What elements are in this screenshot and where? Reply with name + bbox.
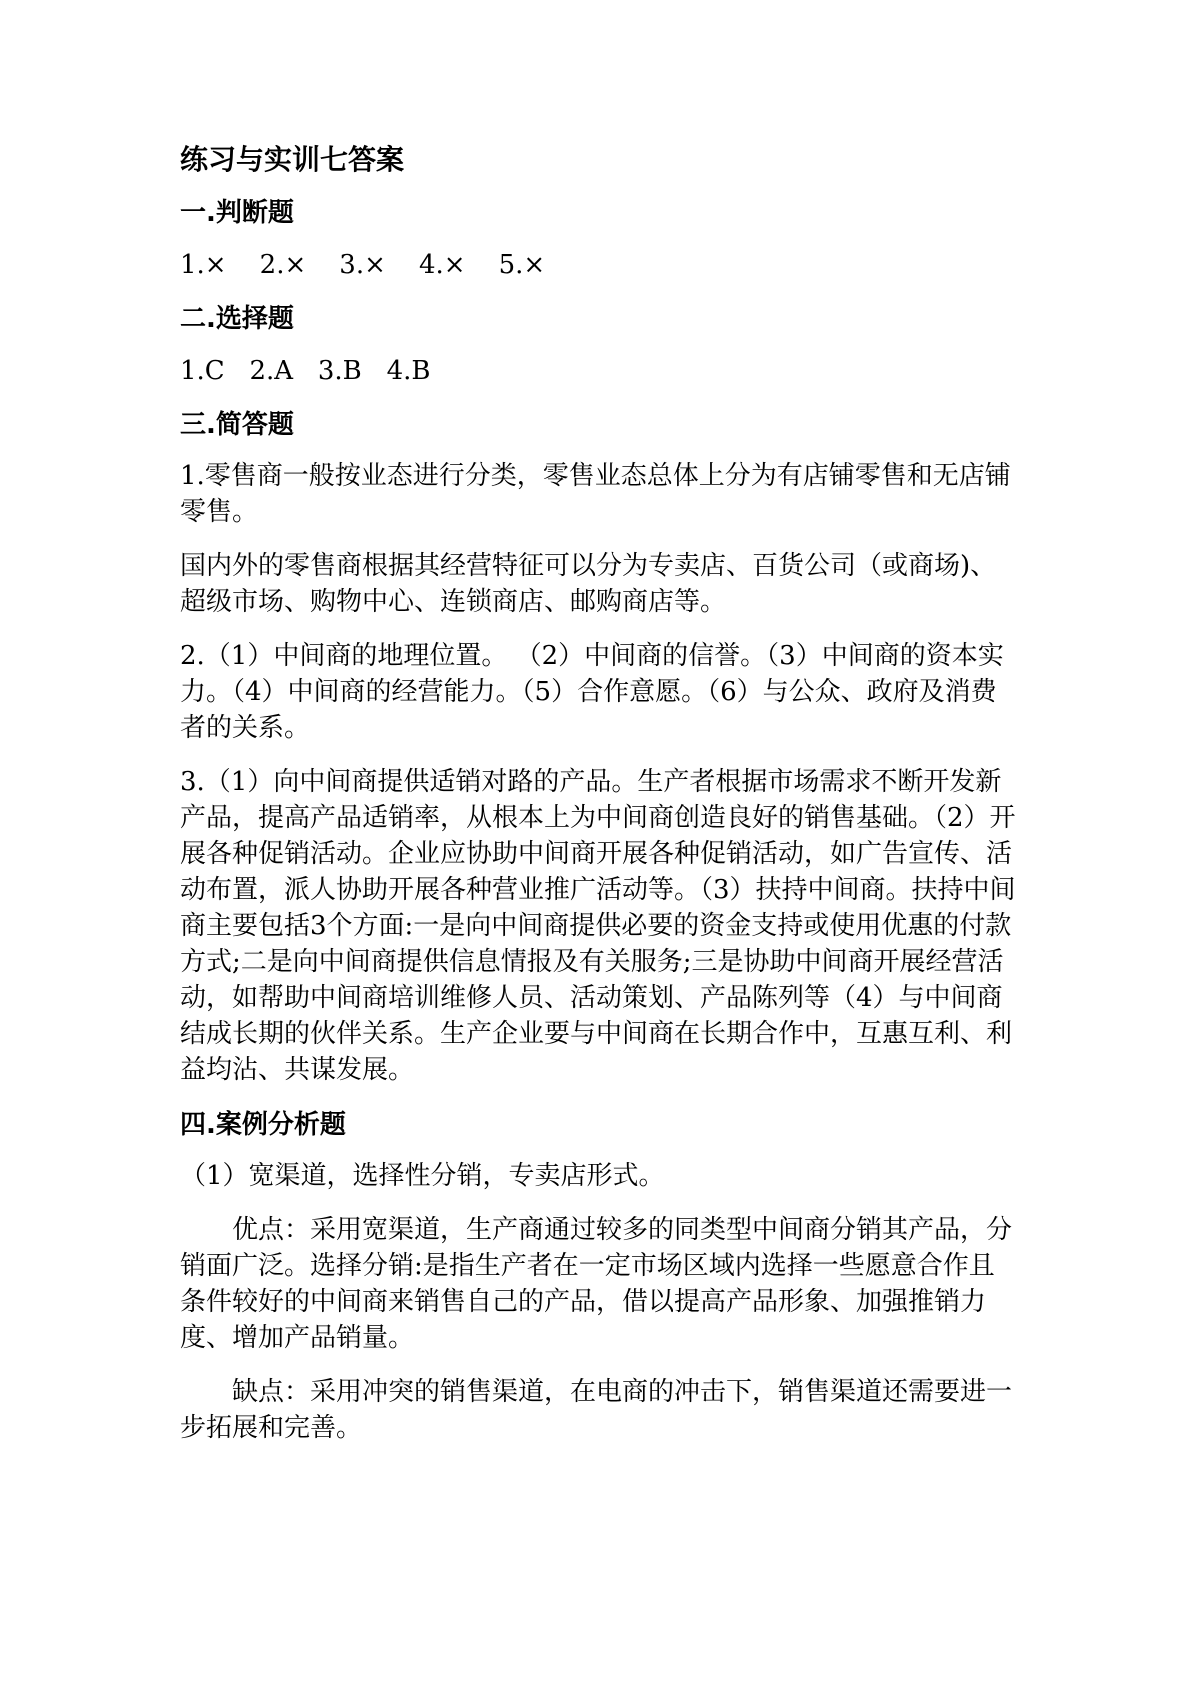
section-heading-case-analysis: 四.案例分析题 [180, 1110, 346, 1140]
short-answer-paragraph: 国内外的零售商根据其经营特征可以分为专卖店、百货公司（或商场)、超级市场、购物中心、连锁商店、邮购商店等。 [180, 551, 997, 617]
case-analysis-disadvantages: 缺点：采用冲突的销售渠道，在电商的冲击下，销售渠道还需要进一步拓展和完善。 [180, 1377, 1013, 1443]
case-analysis-advantages: 优点：采用宽渠道，生产商通过较多的同类型中间商分销其产品，分销面广泛。选择分销:是指生产者在一定市场区域内选择一些愿意合作且条件较好的中间商来销售自己的产品，借以提高产品形象、加强推销力度、增加产品销量。 [180, 1215, 1013, 1353]
multiple-choice-answers: 1.C 2.A 3.B 4.B [180, 356, 431, 386]
section-heading-short-answer: 三.简答题 [180, 410, 294, 440]
short-answer-paragraph: 1.零售商一般按业态进行分类，零售业态总体上分为有店铺零售和无店铺零售。 [180, 461, 1011, 527]
short-answer-paragraph: 2.（1）中间商的地理位置。 （2）中间商的信誉。（3）中间商的资本实力。（4）中间商的经营能力。（5）合作意愿。（6）与公众、政府及消费者的关系。 [180, 641, 1004, 743]
document-title: 练习与实训七答案 [180, 143, 405, 176]
section-heading-true-false: 一.判断题 [180, 198, 294, 228]
true-false-answers: 1.× 2.× 3.× 4.× 5.× [180, 250, 546, 280]
case-analysis-paragraph: （1）宽渠道，选择性分销，专卖店形式。 [180, 1161, 665, 1191]
short-answer-paragraph: 3.（1）向中间商提供适销对路的产品。生产者根据市场需求不断开发新产品，提高产品适销率，从根本上为中间商创造良好的销售基础。（2）开展各种促销活动。企业应协助中间商开展各种促销活动，如广告宣传、活动布置，派人协助开展各种营业推广活动等。（3）扶持中间商。扶持中间商主要包括3个方面:一是向中间商提供必要的资金支持或使用优惠的付款方式;二是向中间商提供信息情报及有关服务;三是协助中间商开展经营活动，如帮助中间商培训维修人员、活动策划、产品陈列等（4）与中间商结成长期的伙伴关系。生产企业要与中间商在长期合作中，互惠互利、利益均沾、共谋发展。 [180, 767, 1016, 1085]
document-page [180, 140, 1020, 1464]
section-heading-multiple-choice: 二.选择题 [180, 304, 294, 334]
